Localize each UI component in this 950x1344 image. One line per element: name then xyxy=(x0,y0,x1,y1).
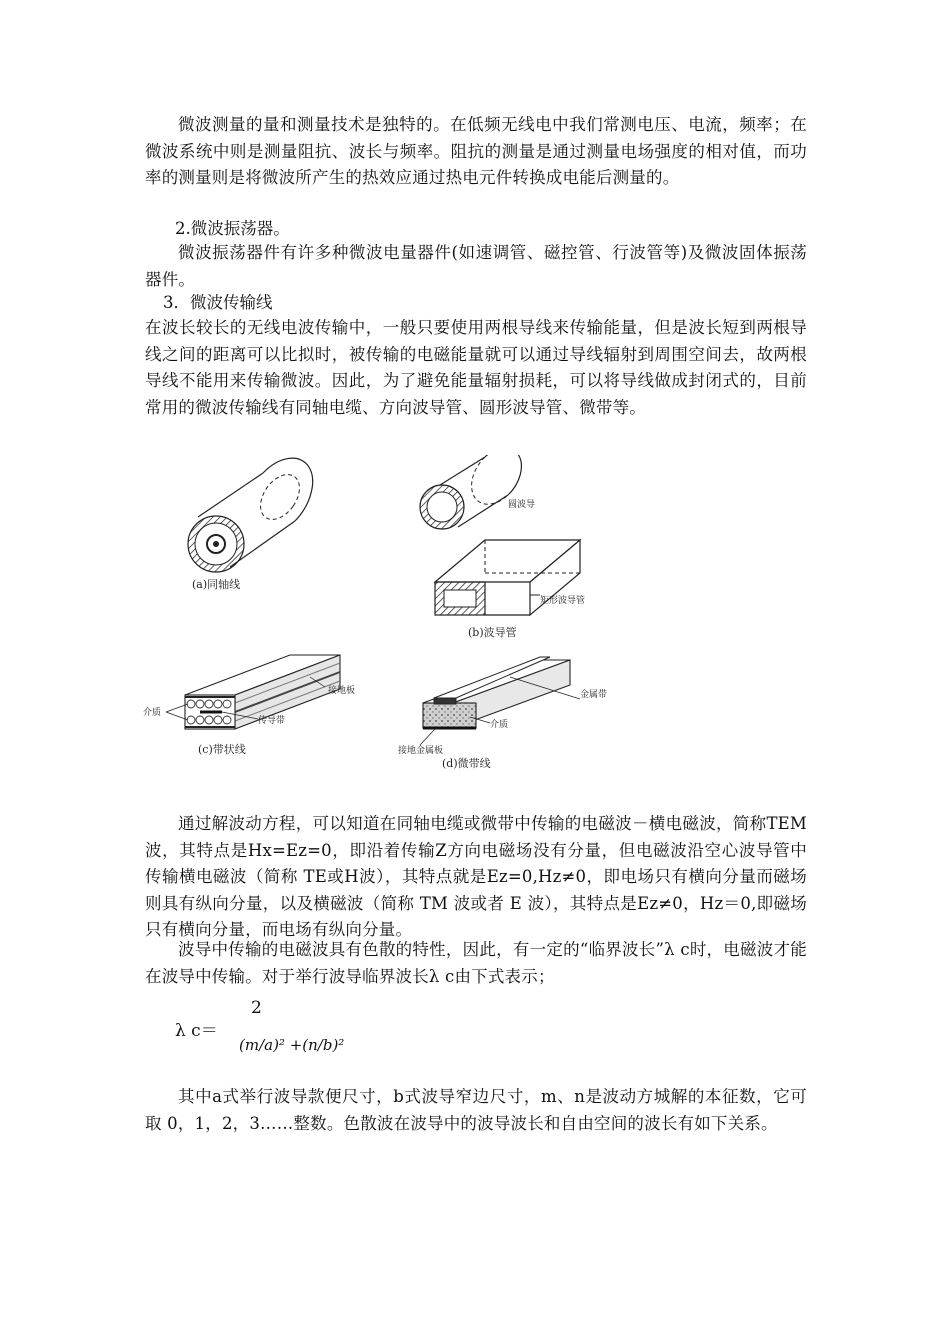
label-microstrip-dielectric: 介质 xyxy=(490,720,509,730)
paragraph-measurement: 微波测量的量和测量技术是独特的。在低频无线电中我们常测电压、电流，频率；在微波系统中则是测量阻抗、波长与频率。阻抗的测量是通过测量电场强度的相对值，而功率的测量则是将微波所产生的热效应通过热电元件转换成电能后测量的。 xyxy=(145,115,807,187)
paragraph-eigen: 其中a式举行波导款便尺寸，b式波导窄边尺寸，m、n是波动方城解的本征数，它可取 0，1，2，3……整数。色散波在波导中的波导波长和自由空间的波长有如下关系。 xyxy=(145,1087,807,1133)
stripline-drawing xyxy=(166,655,340,729)
paragraph-transmission-line: 在波长较长的无线电波传输中，一般只要使用两根导线来传输能量，但是波长短到两根导线之间的距离可以比拟时，被传输的电磁能量就可以通过导线辐射到周围空间去，故两根导线不能用来传输微波。因此，为了避免能量辐射损耗，可以将导线做成封闭式的，目前常用的微波传输线有同轴电缆、方向波导管、圆形波导管、微带等。 xyxy=(145,318,807,417)
heading-transmission-line: 3．微波传输线 xyxy=(163,293,273,312)
paragraph-oscillator: 微波振荡器件有许多种微波电量器件(如速调管、磁控管、行波管等)及微波固体振荡器件。 xyxy=(145,243,807,289)
transmission-line-figure xyxy=(140,455,620,785)
label-conductor-strip: 传导带 xyxy=(258,716,286,726)
caption-b: (b)波导管 xyxy=(468,626,517,639)
microstrip-drawing xyxy=(420,657,580,745)
label-stripline-dielectric: 介质 xyxy=(143,708,162,718)
formula-numerator: 2 xyxy=(251,998,262,1018)
label-metal-strip: 金属带 xyxy=(580,690,608,700)
circular-waveguide-drawing xyxy=(420,455,521,529)
label-circular-waveguide: 圆波导 xyxy=(508,500,536,510)
label-ground-metal-plate: 接地金属板 xyxy=(398,746,444,756)
heading-oscillator: 2.微波振荡器。 xyxy=(175,219,290,238)
formula-lhs: λ c＝ xyxy=(175,1021,218,1041)
caption-a: (a)同轴线 xyxy=(192,578,241,591)
formula-denominator: (m/a)² +(n/b)² xyxy=(239,1036,345,1054)
label-ground-plate: 接地板 xyxy=(328,686,356,696)
label-rectangular-waveguide: 矩形波导管 xyxy=(540,596,586,606)
caption-d: (d)微带线 xyxy=(442,757,491,770)
cutoff-wavelength-formula xyxy=(175,998,575,1078)
paragraph-dispersion: 波导中传输的电磁波具有色散的特性，因此，有一定的“临界波长”λ c时，电磁波才能在波导中传输。对于举行波导临界波长λ c由下式表示； xyxy=(145,940,807,986)
paragraph-tem-wave: 通过解波动方程，可以知道在同轴电缆或微带中传输的电磁波－横电磁波，简称TEM波，其特点是Hx=Ez=0，即沿着传输Z方向电磁场没有分量，但电磁波沿空心波导管中传输横电磁波（简称 TE或H波），其特点就是Ez=0,Hz≠0，即电场只有横向分量而磁场则具有纵向分量，以及横磁波（简称 TM 波或者 E 波），其特点是Ez≠0，Hz＝0,即磁场只有横向分量，而电场有纵向分量。 xyxy=(145,814,807,939)
coaxial-line-drawing xyxy=(188,458,313,572)
caption-c: (c)带状线 xyxy=(198,743,246,756)
